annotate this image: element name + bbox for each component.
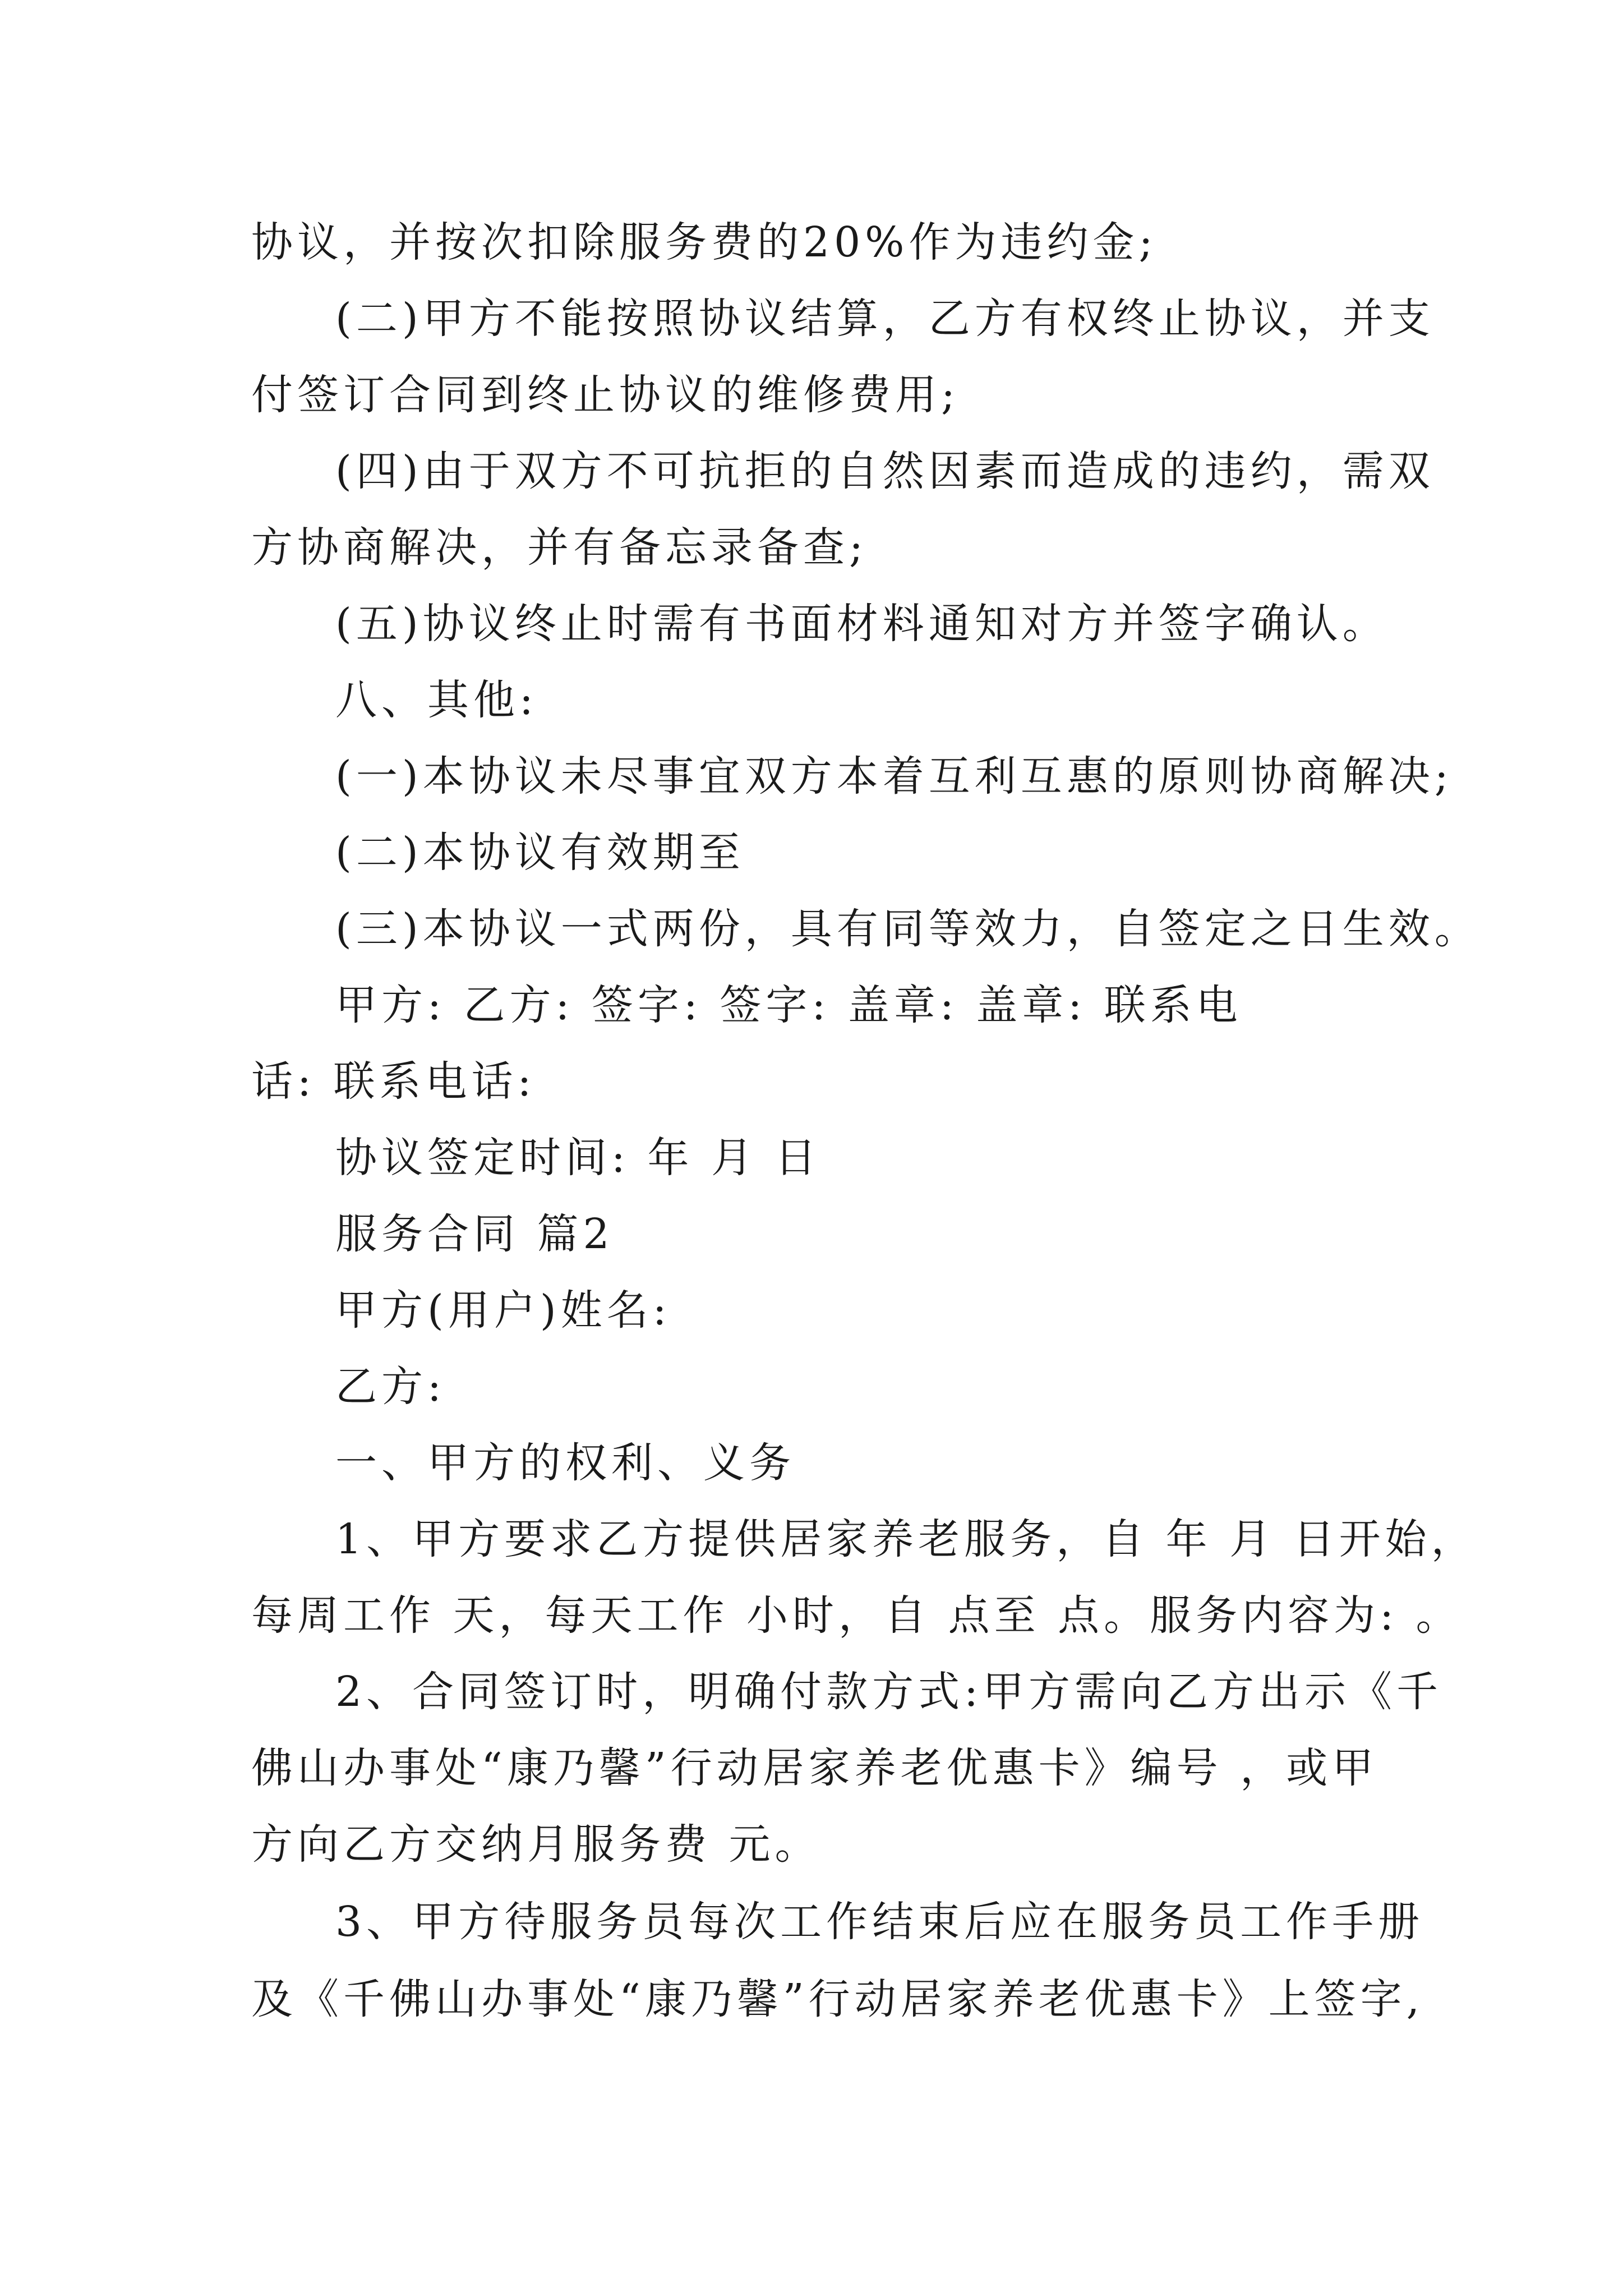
text-line: 每周工作 天，每天工作 小时，自 点至 点。服务内容为: 。: [251, 1591, 1462, 1640]
text-line: 方向乙方交纳月服务费 元。: [251, 1820, 821, 1869]
text-line: 2、合同签订时，明确付款方式:甲方需向乙方出示《千: [335, 1668, 1443, 1716]
text-line: (二)本协议有效期至: [335, 829, 745, 877]
date-line: 协议签定时间: 年 月 日: [335, 1134, 821, 1182]
text-line: 及《千佛山办事处“康乃馨”行动居家养老优惠卡》上签字,: [251, 1975, 1424, 2023]
party-b-line: 乙方:: [335, 1363, 446, 1411]
signature-line: 话: 联系电话:: [251, 1057, 536, 1106]
text-line: (四)由于双方不可抗拒的自然因素而造成的违约，需双: [335, 447, 1435, 495]
party-a-line: 甲方(用户)姓名:: [335, 1286, 671, 1335]
text-line: 付签订合同到终止协议的维修费用;: [251, 371, 960, 419]
text-line: (五)协议终止时需有书面材料通知对方并签字确认。: [335, 600, 1389, 648]
text-line: (三)本协议一式两份，具有同等效力，自签定之日生效。: [335, 905, 1481, 953]
section-heading: 八、其他:: [335, 676, 538, 724]
text-line: 1、甲方要求乙方提供居家养老服务，自 年 月 日开始，: [335, 1515, 1477, 1563]
contract-title: 服务合同 篇2: [335, 1210, 614, 1258]
text-line: (二)甲方不能按照协议结算，乙方有权终止协议，并支: [335, 295, 1435, 343]
section-heading: 一、甲方的权利、义务: [335, 1439, 795, 1487]
signature-line: 甲方: 乙方: 签字: 签字: 盖章: 盖章: 联系电: [335, 981, 1242, 1029]
text-line: 佛山办事处“康乃馨”行动居家养老优惠卡》编号 ，或甲: [251, 1744, 1378, 1792]
text-line: 协议，并按次扣除服务费的20%作为违约金;: [251, 218, 1158, 266]
text-line: 3、甲方待服务员每次工作结束后应在服务员工作手册: [335, 1898, 1424, 1946]
text-line: 方协商解决，并有备忘录备查;: [251, 523, 868, 572]
text-line: (一)本协议未尽事宜双方本着互利互惠的原则协商解决;: [335, 752, 1453, 800]
